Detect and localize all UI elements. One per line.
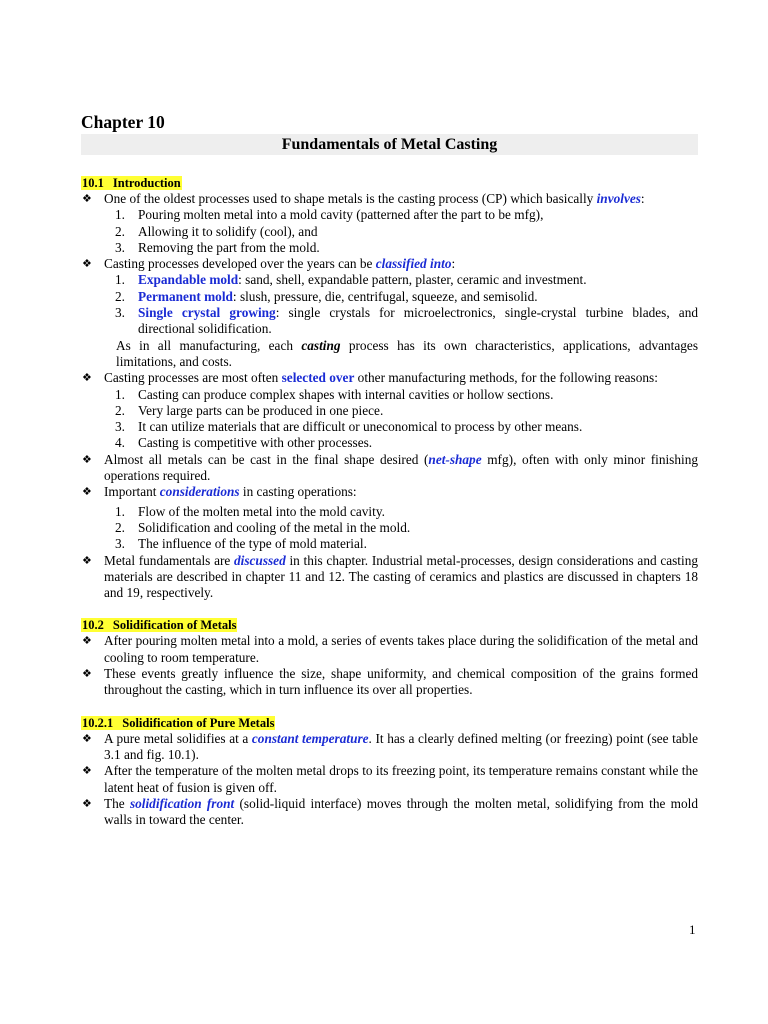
emphasis-text: selected over (281, 370, 355, 386)
list-item: 1. Expandable mold: sand, shell, expandable pattern, plaster, ceramic and investment. (115, 272, 587, 288)
section-heading-10-2-1 (81, 715, 698, 731)
section-title: Introduction (112, 176, 181, 190)
bullet-item: ❖ Casting processes are most often selected over other manufacturing methods, for the following reasons: (82, 370, 658, 386)
list-item: 2. Solidification and cooling of the metal in the mold. (115, 519, 411, 535)
bullet-item: ❖ Almost all metals can be cast in the final shape desired (net-shape mfg), often with only minor finishing operations required. (82, 451, 698, 484)
section-number: 10.1 (82, 176, 104, 190)
document-page (81, 112, 698, 828)
section-heading-10-1 (81, 175, 698, 191)
section-number: 10.2 (82, 618, 104, 633)
diamond-bullet-icon: ❖ (82, 765, 92, 778)
emphasis-text: solidification front (129, 795, 235, 811)
page-number: 1 (689, 922, 696, 937)
emphasis-text: involves (596, 191, 641, 206)
list-item: 2. Allowing it to solidify (cool), and (115, 223, 318, 239)
diamond-bullet-icon: ❖ (82, 193, 92, 205)
list-item: 3. The influence of the type of mold material. (115, 536, 367, 552)
list-item: 1. Pouring molten metal into a mold cavity (patterned after the part to be mfg), (115, 207, 544, 223)
bullet-item: ❖ Metal fundamentals are discussed in this chapter. Industrial metal-processes, design considerations and casting materials are described in chapter 11 and 12. The casting of ceramics and plastics are discussed in chapters 18 and 19, respectively. (82, 552, 698, 601)
bullet-item: ❖ One of the oldest processes used to shape metals is the casting process (CP) which basically involves: (82, 191, 645, 206)
bullet-item: ❖ After the temperature of the molten metal drops to its freezing point, its temperature remains constant while the latent heat of fusion is given off. (82, 763, 698, 795)
diamond-bullet-icon: ❖ (82, 668, 92, 681)
diamond-bullet-icon: ❖ (82, 486, 92, 499)
list-item: 2. Permanent mold: slush, pressure, die, centrifugal, squeeze, and semisolid. (115, 288, 538, 304)
bullet-item: ❖ After pouring molten metal into a mold, a series of events takes place during the solidification of the metal and cooling to room temperature. (82, 633, 698, 665)
section-title: Solidification of Metals (112, 618, 237, 633)
section-heading-10-2 (81, 617, 698, 633)
chapter-label: Chapter 10 (81, 112, 165, 132)
bullet-item: ❖ These events greatly influence the size, shape uniformity, and chemical composition of the grains formed throughout the casting, which in turn influence its over all properties. (82, 666, 698, 698)
list-item: 3. Single crystal growing: single crystals for microelectronics, single-crystal turbine blades, and directional solidification. (115, 305, 699, 337)
numbered-list (81, 387, 698, 452)
bullet-item: ❖ A pure metal solidifies at a constant temperature. It has a clearly defined melting (or freezing) point (see table 3.1 and fig. 10.1). (82, 730, 698, 762)
paragraph: As in all manufacturing, each casting process has its own characteristics, applications, advantages limitations, and costs. (116, 337, 698, 369)
list-item: 4. Casting is competitive with other processes. (115, 435, 373, 451)
diamond-bullet-icon: ❖ (82, 554, 92, 567)
section-number: 10.2.1 (82, 715, 114, 730)
emphasis-text: discussed (234, 552, 286, 568)
emphasis-text: constant temperature (251, 730, 369, 746)
bullet-item: ❖ Important considerations in casting operations: (82, 484, 357, 500)
numbered-list (81, 504, 698, 553)
diamond-bullet-icon: ❖ (82, 732, 92, 745)
bullet-item: ❖ The solidification front (solid-liquid interface) moves through the molten metal, solidifying from the mold walls in toward the center. (82, 795, 699, 828)
list-item: 1. Casting can produce complex shapes with internal cavities or hollow sections. (115, 386, 554, 402)
numbered-list (81, 272, 698, 337)
list-item: 1. Flow of the molten metal into the mold cavity. (115, 503, 385, 519)
diamond-bullet-icon: ❖ (82, 372, 92, 385)
chapter-title: Fundamentals of Metal Casting (81, 134, 698, 155)
diamond-bullet-icon: ❖ (82, 453, 92, 466)
emphasis-text: net-shape (428, 451, 482, 467)
list-item: 3. Removing the part from the mold. (115, 239, 320, 255)
list-item: 3. It can utilize materials that are difficult or uneconomical to process by other means. (115, 419, 583, 435)
diamond-bullet-icon: ❖ (82, 258, 92, 271)
list-item: 2. Very large parts can be produced in one piece. (115, 402, 384, 418)
bullet-item: ❖ Casting processes developed over the years can be classified into: (82, 256, 456, 272)
diamond-bullet-icon: ❖ (82, 797, 92, 810)
emphasis-text: classified into (375, 256, 452, 272)
emphasis-text: considerations (159, 484, 240, 500)
diamond-bullet-icon: ❖ (82, 635, 92, 648)
section-title: Solidification of Pure Metals (122, 715, 275, 730)
numbered-list (81, 207, 698, 256)
